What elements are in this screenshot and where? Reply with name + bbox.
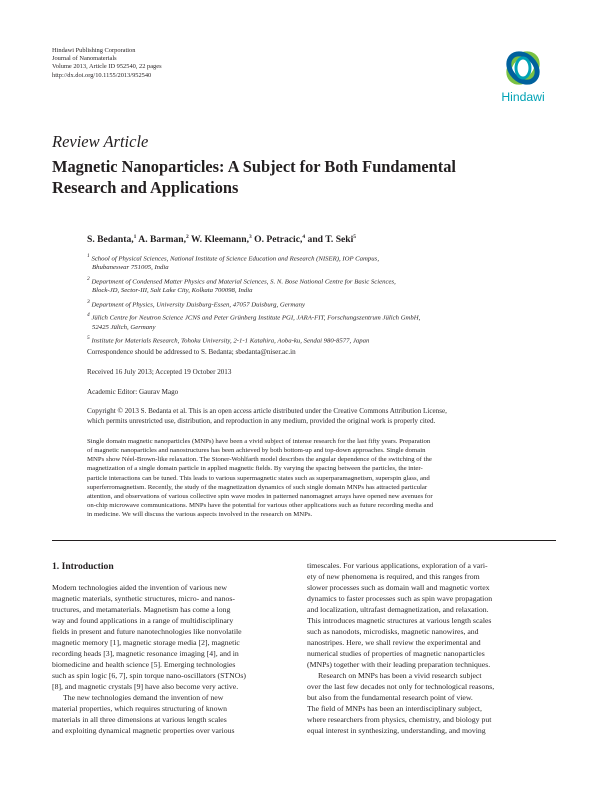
body-line: magnetic materials, synthetic structures, micro- and nanos-: [52, 594, 235, 603]
section-heading: 1. Introduction: [52, 561, 114, 572]
author-name: A. Barman,: [138, 234, 186, 246]
body-line: recording heads [3], magnetic resonance imaging [4], and in: [52, 649, 239, 658]
body-line: timescales. For various applications, exploration of a vari-: [307, 561, 488, 570]
correspondence-note: Correspondence should be addressed to S. Bedanta; sbedanta@niser.ac.in: [87, 348, 296, 356]
author-name: S. Bedanta,: [87, 234, 134, 246]
affiliation-list: [87, 252, 547, 348]
body-line: tructures, and metamaterials. Magnetism has come a long: [52, 605, 231, 614]
affiliation: [87, 298, 547, 309]
academic-editor: Academic Editor: Gaurav Mago: [87, 388, 179, 396]
affiliation: [87, 334, 547, 345]
hindawi-logo: [492, 46, 554, 104]
body-paragraph: [52, 582, 295, 692]
header-journal: Journal of Nanomaterials: [52, 55, 117, 63]
author-affil-mark: 2: [185, 234, 189, 240]
author-affil-mark: 5: [353, 234, 357, 240]
abstract-line: MNPs show Néel-Brown-like relaxation. The Stoner-Wohlfarth model describes the angular dependence of the switching of the: [87, 456, 432, 464]
author-affil-mark: 4: [302, 234, 306, 240]
body-line: such as spin logic [6, 7], spin torque nano-oscillators (STNOs): [52, 671, 246, 680]
affiliation-mark: 4: [87, 312, 90, 319]
abstract-line: on-chip microwave communications. MNPs have the potential for various other applications such as future recording media and: [87, 502, 434, 510]
title-line: Magnetic Nanoparticles: A Subject for Both Fundamental: [52, 157, 456, 176]
body-column-left: [52, 582, 295, 736]
body-line: over the last few decades not only for technological reasons,: [307, 682, 495, 691]
body-line: The field of MNPs has been an interdisciplinary subject,: [307, 704, 482, 713]
body-line: Modern technologies aided the invention of various new: [52, 583, 227, 592]
abstract-line: Single domain magnetic nanoparticles (MNPs) have been a vivid subject of intense research for the last fifty years. Preparation: [87, 438, 431, 445]
affiliation-line: 52425 Jülich, Germany: [92, 323, 156, 331]
author-name: W. Kleemann,: [190, 234, 249, 246]
body-line: (MNPs) together with their leading preparation techniques.: [307, 660, 491, 669]
affiliation: [87, 275, 547, 296]
affiliation-mark: 2: [87, 275, 90, 282]
header-publisher: Hindawi Publishing Corporation: [52, 47, 136, 54]
abstract-line: superferromagnetism. Recently, the study of the magnetization dynamics of such single domain MNPs has attracted particular: [87, 483, 428, 491]
journal-header: [52, 47, 162, 80]
body-line: and localization, ultrafast demagnetization, and relaxation.: [307, 605, 489, 614]
body-column-right: [307, 560, 550, 736]
affiliation-mark: 5: [87, 335, 90, 342]
header-doi-link[interactable]: http://dx.doi.org/10.1155/2013/952540: [52, 71, 152, 79]
abstract-line: attention, and observations of various collective spin wave modes in patterned nanomagnet arrays have opened new avenues for: [87, 492, 433, 500]
body-line: ety of new phenomena is required, and this ranges from: [307, 572, 480, 581]
author-list: [87, 234, 356, 245]
body-paragraph: [307, 560, 550, 670]
body-line: fields in present and future nanotechnologies like nonvolatile: [52, 627, 242, 636]
body-line: Research on MNPs has been a vivid research subject: [318, 671, 482, 680]
affiliation-line: Block-JD, Sector-III, Salt Lake City, Kolkata 700098, India: [92, 287, 253, 295]
affiliation: [87, 311, 547, 332]
body-line: materials in all three dimensions at various length scales: [52, 715, 227, 724]
abstract: [87, 437, 550, 519]
hindawi-logo-mark: [492, 46, 554, 90]
body-line: biomedicine and health science [5]. Emerging technologies: [52, 660, 236, 669]
body-line: [8], and magnetic crystals [9] have also become very active.: [52, 682, 239, 691]
body-paragraph: [307, 670, 550, 736]
article-type: Review Article: [52, 132, 149, 151]
header-volume: Volume 2013, Article ID 952540, 22 pages: [52, 63, 162, 71]
affiliation: [87, 252, 547, 273]
body-line: dynamics to faster processes such as spin wave propagation: [307, 594, 493, 603]
article-title: [52, 157, 532, 198]
copyright-line: Copyright © 2013 S. Bedanta et al. This is an open access article distributed under the Creative Commons Attribution License,: [87, 407, 447, 415]
affiliation-mark: 3: [87, 298, 90, 305]
body-line: This introduces magnetic structures at various length scales: [307, 616, 492, 625]
affiliation-mark: 1: [87, 253, 90, 259]
body-line: equal interest in synthesizing, understanding, and moving: [307, 726, 486, 735]
affiliation-line: Department of Physics, University Duisburg-Essen, 47057 Duisburg, Germany: [91, 300, 306, 308]
abstract-line: of magnetic nanoparticles and nanostructures has been achieved by both bottom-up and top-down approaches. Single domain: [87, 447, 426, 455]
title-line: Research and Applications: [52, 177, 239, 197]
author-affil-mark: 3: [248, 234, 252, 240]
section-divider: [52, 540, 556, 541]
body-line: magnetic memory [1], magnetic storage media [2], magnetic: [52, 638, 240, 647]
received-accepted-dates: Received 16 July 2013; Accepted 19 October 2013: [87, 368, 232, 376]
affiliation-line: Institute for Materials Research, Tohoku University, 2-1-1 Katahira, Aoba-ku, Sendai 980-8577, Japan: [91, 337, 370, 345]
author-affil-mark: 1: [133, 234, 137, 240]
body-paragraph: [52, 692, 295, 736]
body-line: but also from the fundamental research point of view.: [307, 693, 473, 702]
body-line: and exploiting dynamical magnetic properties over various: [52, 726, 235, 735]
copyright-line: which permits unrestricted use, distribution, and reproduction in any medium, provided the original work is properly cited.: [87, 416, 436, 425]
abstract-line: particle interactions can be tuned. This leads to various supermagnetic states such as superparamagnetism, superspin glass, and: [87, 474, 430, 482]
affiliation-line: School of Physical Sciences, National Institute of Science Education and Research (NISER), IOP Campus,: [91, 255, 380, 263]
abstract-line: in medicine. We will discuss the various aspects involved in the research on MNPs.: [87, 511, 313, 519]
copyright-notice: [87, 407, 557, 426]
body-line: material properties, which requires structuring of known: [52, 704, 227, 713]
affiliation-line: Department of Condensed Matter Physics and Material Sciences, S. N. Bose National Centre for Basic Sciences,: [91, 278, 396, 286]
body-line: where researchers from physics, chemistry, and biology put: [307, 715, 492, 724]
author-name: and T. Seki: [307, 234, 354, 246]
body-line: numerical studies of properties of magnetic nanoparticles: [307, 649, 485, 658]
body-line: slower processes such as domain wall and magnetic vortex: [307, 583, 490, 592]
body-line: such as nanodots, microdisks, magnetic nanowires, and: [307, 627, 479, 636]
author-name: O. Petracic,: [254, 234, 303, 246]
abstract-line: magnetization of a single domain particle in applied magnetic fields. By varying the spacing between the particles, the inter-: [87, 465, 423, 473]
affiliation-line: Jülich Centre for Neutron Science JCNS and Peter Grünberg Institute PGI, JARA-FIT, Forschungszentrum Jülich GmbH,: [91, 314, 421, 322]
logo-wordmark: Hindawi: [501, 90, 545, 104]
body-line: way and found applications in a range of multidisciplinary: [52, 616, 234, 625]
affiliation-line: Bhubaneswar 751005, India: [92, 264, 169, 272]
body-line: The new technologies demand the invention of new: [63, 693, 224, 702]
body-line: nanostripes. Here, we shall review the experimental and: [307, 638, 481, 647]
